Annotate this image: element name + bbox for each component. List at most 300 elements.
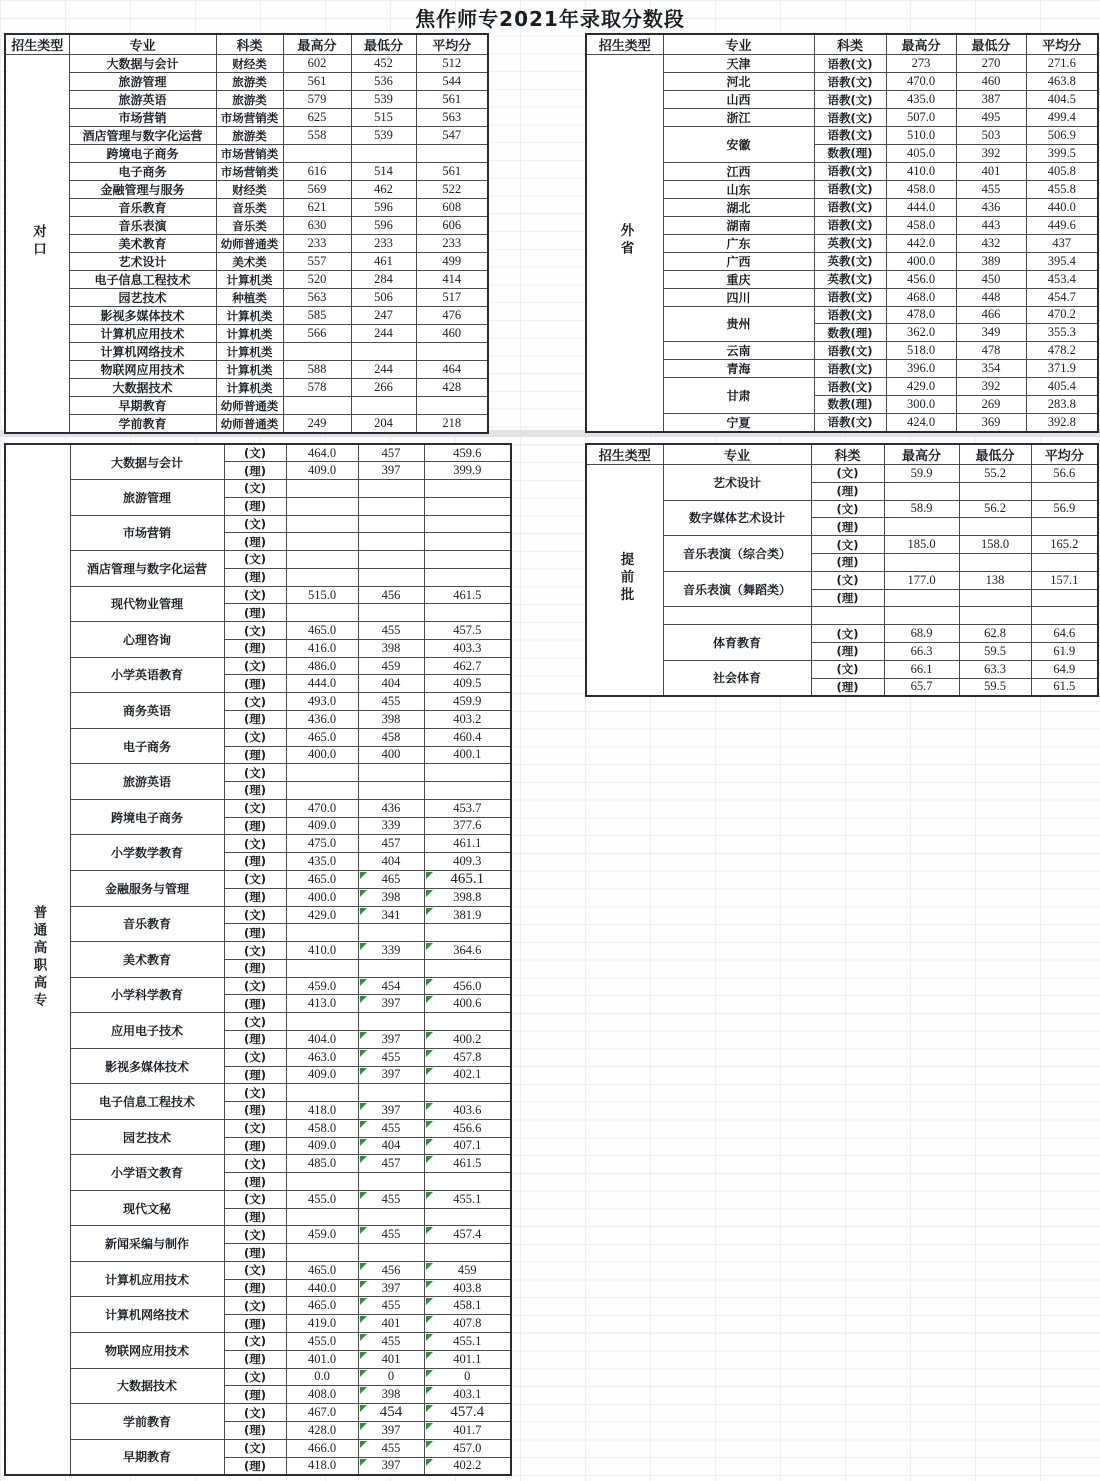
cell-value: (理) [836,679,859,694]
cell-kelei [216,181,283,199]
cell-kelei [814,234,886,252]
cell-value: (文) [836,573,859,588]
cell-value: 339 [381,818,401,833]
corner-flag-icon [426,1334,433,1341]
cell-value: 457.8 [453,1049,482,1064]
cell-value: 493.0 [307,694,337,709]
cell-value: 405.4 [1047,379,1076,394]
cell-max [286,1350,358,1368]
column-header: 专业 [663,444,811,465]
cell-min [358,1208,424,1226]
cell-value: 456 [381,587,401,602]
cell-min [358,1119,424,1137]
cell-value: 432 [981,235,1001,250]
cell-value: 403.1 [453,1387,482,1402]
table-row [5,1368,511,1386]
cell-kelei [224,675,286,693]
table-gaozhuan [4,443,512,1476]
table-row [586,571,1098,589]
cell-major: 物联网应用技术 [69,361,216,379]
cell-kelei [224,551,286,569]
cell-avg [424,959,511,977]
table-row [586,306,1098,324]
cell-value: 旅游类 [232,74,267,89]
cell-avg [424,1439,511,1457]
table-row [5,977,511,995]
cell-kelei [814,180,886,198]
cell-value: 362.0 [906,325,936,340]
cell-value: 458.0 [906,217,936,232]
cell-value: 404.0 [307,1031,337,1046]
corner-flag-icon [426,1281,433,1288]
cell-max [286,480,358,498]
column-header: 最高分 [283,34,351,55]
cell-avg [1026,413,1098,432]
cell-value: 403.6 [453,1102,482,1117]
corner-flag-icon [360,1405,367,1412]
cell-avg [424,622,511,640]
cell-kelei [216,109,283,127]
cell-value: 数教(理) [827,325,873,340]
cell-avg [424,1279,511,1297]
cell-max [286,1102,358,1120]
table-row [5,271,488,289]
table-row [5,799,511,817]
cell-value: 465.0 [307,729,337,744]
category-label: 提前批 [617,551,634,605]
cell-value: 566 [307,326,327,340]
cell-avg [416,289,488,307]
cell-value: 588 [307,362,327,376]
cell-value: 465.1 [450,870,485,887]
cell-kelei [224,568,286,586]
cell-value: 233 [307,236,327,250]
cell-value: 63.3 [984,661,1006,676]
cell-min [358,835,424,853]
table-row [5,73,488,91]
column-header: 招生类型 [5,34,69,55]
cell-max [286,1013,358,1031]
cell-avg [1026,144,1098,162]
cell-kelei [814,144,886,162]
cell-min [358,746,424,764]
cell-major: 电子信息工程技术 [70,1084,224,1120]
cell-kelei [224,1368,286,1386]
cell-min [959,660,1031,678]
cell-max [884,589,959,607]
header-row [5,34,488,55]
column-header: 专业 [69,34,216,55]
cell-avg [424,870,511,888]
cell-value: 计算机类 [226,326,273,341]
cell-value: 语教(文) [827,290,873,305]
cell-min [351,73,416,91]
cell-value: (文) [243,552,266,567]
cell-value: 413.0 [307,996,337,1011]
cell-major: 电子商务 [70,728,224,764]
corner-flag-icon [426,1032,433,1039]
cell-value: (文) [243,588,266,602]
cell-value: 401.0 [307,1351,337,1366]
corner-flag-icon [426,1139,433,1146]
table-row [586,198,1098,216]
cell-category [586,55,663,432]
cell-value: 402.2 [453,1458,482,1473]
corner-flag-icon [426,1387,433,1394]
cell-kelei [224,693,286,711]
cell-value: 457.4 [453,1227,482,1242]
cell-avg [424,639,511,657]
cell-kelei [216,253,283,271]
cell-kelei [814,413,886,432]
cell-value: 语教(文) [827,182,873,197]
cell-value: 458.0 [307,1120,337,1135]
cell-value: 400.2 [453,1031,482,1046]
cell-min [959,571,1031,589]
cell-max [286,1297,358,1315]
cell-max [286,622,358,640]
cell-kelei [224,1244,286,1262]
cell-value: 448 [981,289,1001,304]
cell-value: 语教(文) [827,92,873,107]
cell-value: 幼师普通类 [220,236,279,251]
corner-flag-icon [360,1227,367,1234]
cell-kelei [216,325,283,343]
cell-min [956,73,1026,91]
cell-value: 514 [374,164,393,178]
cell-major: 跨境电子商务 [70,799,224,835]
table-row [5,728,511,746]
cell-min [351,55,416,73]
cell-avg [1026,342,1098,360]
cell-avg [424,1173,511,1191]
cell-value: 0.0 [314,1369,330,1384]
cell-major: 云南 [663,342,814,360]
cell-value: 400.0 [906,253,936,268]
cell-min [358,1084,424,1102]
cell-max [286,995,358,1013]
cell-kelei [216,91,283,109]
cell-kelei [224,906,286,924]
cell-value: (文) [243,1334,266,1349]
table-row [5,942,511,960]
cell-max [286,1261,358,1279]
corner-flag-icon [426,1227,433,1234]
cell-value: (文) [243,872,266,887]
cell-max [283,415,351,434]
cell-value: (理) [243,534,266,549]
cell-max [886,360,956,378]
cell-min [351,361,416,379]
cell-value: 561 [307,74,327,88]
cell-value: 401 [381,1351,401,1366]
cell-max [286,1279,358,1297]
table-row [5,551,511,569]
cell-kelei [216,199,283,217]
corner-flag-icon [360,1459,367,1466]
cell-kelei [224,995,286,1013]
cell-avg [424,942,511,960]
column-header: 招生类型 [586,444,663,465]
cell-value: 语教(文) [827,415,873,430]
corner-flag-icon [360,890,367,897]
cell-max [286,906,358,924]
cell-min [351,343,416,361]
cell-value: 464.0 [307,445,337,460]
cell-value: 397 [381,1422,401,1437]
cell-min [959,625,1031,643]
cell-value: 408.0 [307,1387,337,1402]
cell-value: 539 [374,128,393,142]
cell-value: 453.4 [1047,271,1076,286]
cell-kelei [224,657,286,675]
cell-kelei [811,482,884,500]
table-row [586,288,1098,306]
cell-min [956,342,1026,360]
cell-max [884,482,959,500]
cell-max [286,1190,358,1208]
cell-kelei [811,571,884,589]
cell-kelei [216,271,283,289]
cell-value: 608 [442,200,462,214]
cell-value: (理) [243,1352,266,1367]
cell-min [358,1155,424,1173]
cell-major: 旅游英语 [69,91,216,109]
cell-value: 369 [981,414,1001,429]
cell-min [959,607,1031,625]
cell-avg [416,145,488,163]
cell-max [286,1226,358,1244]
cell-value: 400.1 [453,747,482,762]
cell-major: 早期教育 [69,397,216,415]
cell-value: (理) [243,1316,266,1331]
cell-max [886,288,956,306]
cell-value: 440.0 [307,1280,337,1295]
cell-value: 计算机类 [226,362,273,377]
cell-kelei [224,924,286,942]
table-row [5,515,511,533]
cell-max [884,465,959,483]
cell-value: (理) [243,1210,266,1225]
cell-value: 语教(文) [827,110,873,125]
cell-major: 大数据与会计 [69,55,216,73]
table-row [586,607,1098,625]
cell-min [956,216,1026,234]
cell-value: (理) [836,644,859,659]
cell-min [358,1261,424,1279]
cell-min [358,639,424,657]
cell-avg [416,163,488,181]
cell-value: 398 [381,1387,401,1402]
cell-major: 山西 [663,91,814,109]
cell-min [358,817,424,835]
corner-flag-icon [360,996,367,1003]
cell-min [956,324,1026,342]
cell-value: 454.7 [1047,289,1076,304]
cell-max [286,710,358,728]
cell-max [286,533,358,551]
cell-value: 185.0 [907,537,936,552]
cell-value: 444.0 [906,199,936,214]
cell-value: 市场营销类 [220,164,279,179]
cell-max [286,1048,358,1066]
corner-flag-icon [360,1156,367,1163]
cell-value: 404 [381,853,401,868]
cell-max [286,959,358,977]
cell-avg [424,888,511,906]
cell-avg [424,853,511,871]
cell-value: 459 [381,658,401,673]
cell-major: 计算机网络技术 [70,1297,224,1333]
cell-major: 重庆 [663,270,814,288]
cell-major: 影视多媒体技术 [69,307,216,325]
cell-kelei [224,444,286,462]
cell-max [286,782,358,800]
cell-kelei [811,500,884,518]
cell-value: 625 [307,110,327,124]
cell-value: 460.4 [453,729,482,744]
table-row [5,145,488,163]
cell-avg [424,1102,511,1120]
cell-value: 398 [381,889,401,904]
cell-value: 幼师普通类 [220,398,279,413]
cell-kelei [814,91,886,109]
cell-kelei [224,942,286,960]
cell-value: 398.8 [453,889,482,904]
cell-value: 64.6 [1053,626,1076,641]
cell-avg [1031,678,1098,696]
cell-kelei [814,73,886,91]
cell-value: 457.0 [453,1440,482,1455]
cell-value: 英教(文) [827,254,873,269]
cell-min [351,379,416,397]
cell-avg [424,710,511,728]
cell-kelei [216,235,283,253]
table-row [586,625,1098,643]
cell-category [586,465,663,696]
cell-value: (理) [243,463,266,478]
cell-max [283,73,351,91]
cell-avg [1031,553,1098,571]
cell-value: 460 [442,326,462,340]
cell-value: 392 [981,379,1001,394]
cell-min [351,235,416,253]
cell-value: 56.9 [1053,501,1076,516]
cell-kelei [224,1386,286,1404]
cell-value: 64.9 [1053,661,1076,676]
cell-value: 55.2 [984,465,1006,480]
cell-value: 旅游类 [232,128,267,143]
cell-value: 387 [981,92,1001,106]
table-row [5,163,488,181]
cell-major: 园艺技术 [70,1119,224,1155]
cell-kelei [811,642,884,660]
cell-value: 59.5 [984,679,1006,694]
table-row [586,180,1098,198]
cell-value: 429.0 [906,379,936,394]
cell-value: 456.6 [453,1120,482,1135]
corner-flag-icon [426,943,433,950]
cell-value: 355.3 [1047,325,1076,340]
cell-value: 405.8 [1047,163,1076,178]
cell-major: 旅游管理 [69,73,216,91]
cell-value: (文) [243,1227,266,1242]
cell-value: 392 [981,145,1001,160]
cell-value: (文) [243,446,266,461]
cell-category [5,444,70,1475]
cell-kelei [814,127,886,145]
cell-value: 56.2 [984,501,1006,516]
cell-major: 学前教育 [69,415,216,434]
cell-avg [1031,642,1098,660]
cell-min [959,465,1031,483]
cell-major: 宁夏 [663,413,814,432]
cell-min [358,1102,424,1120]
cell-value: 语教(文) [827,361,873,376]
table-row [5,199,488,217]
cell-value: 596 [374,218,393,232]
cell-max [886,413,956,432]
cell-value: 467.0 [307,1405,337,1420]
cell-min [956,270,1026,288]
cell-kelei [216,217,283,235]
cell-value: 462 [374,182,393,196]
corner-flag-icon [426,1121,433,1128]
cell-value: 249 [307,416,327,430]
cell-major: 大数据技术 [69,379,216,397]
cell-avg [424,1422,511,1440]
table-row [5,764,511,782]
cell-value: 457 [381,445,401,460]
cell-major: 影视多媒体技术 [70,1048,224,1084]
cell-min [351,271,416,289]
cell-value: (文) [243,801,266,816]
cell-value: 410.0 [307,943,337,958]
cell-min [358,462,424,480]
page-title: 焦作师专2021年录取分数段 [415,7,685,31]
corner-flag-icon [360,1370,367,1377]
cell-min [351,397,416,415]
cell-value: 158.0 [980,537,1010,552]
cell-value: 466 [981,307,1001,322]
table-row [5,622,511,640]
cell-avg [1026,180,1098,198]
cell-kelei [216,127,283,145]
cell-min [956,306,1026,324]
cell-avg [424,799,511,817]
cell-value: 437 [1052,235,1072,250]
cell-major: 甘肃 [663,378,814,414]
cell-avg [416,91,488,109]
cell-max [286,693,358,711]
cell-max [286,835,358,853]
cell-kelei [216,397,283,415]
cell-max [884,642,959,660]
cell-min [959,518,1031,536]
corner-flag-icon [426,996,433,1003]
cell-major: 心理咨询 [70,622,224,658]
cell-avg [416,181,488,199]
cell-max [286,1333,358,1351]
cell-avg [1031,536,1098,554]
table-row [5,1404,511,1422]
cell-value: (文) [243,1263,266,1278]
corner-flag-icon [426,1298,433,1305]
table-row [5,1333,511,1351]
cell-major: 美术教育 [70,942,224,978]
cell-major: 数字媒体艺术设计 [663,500,811,536]
cell-avg [416,253,488,271]
